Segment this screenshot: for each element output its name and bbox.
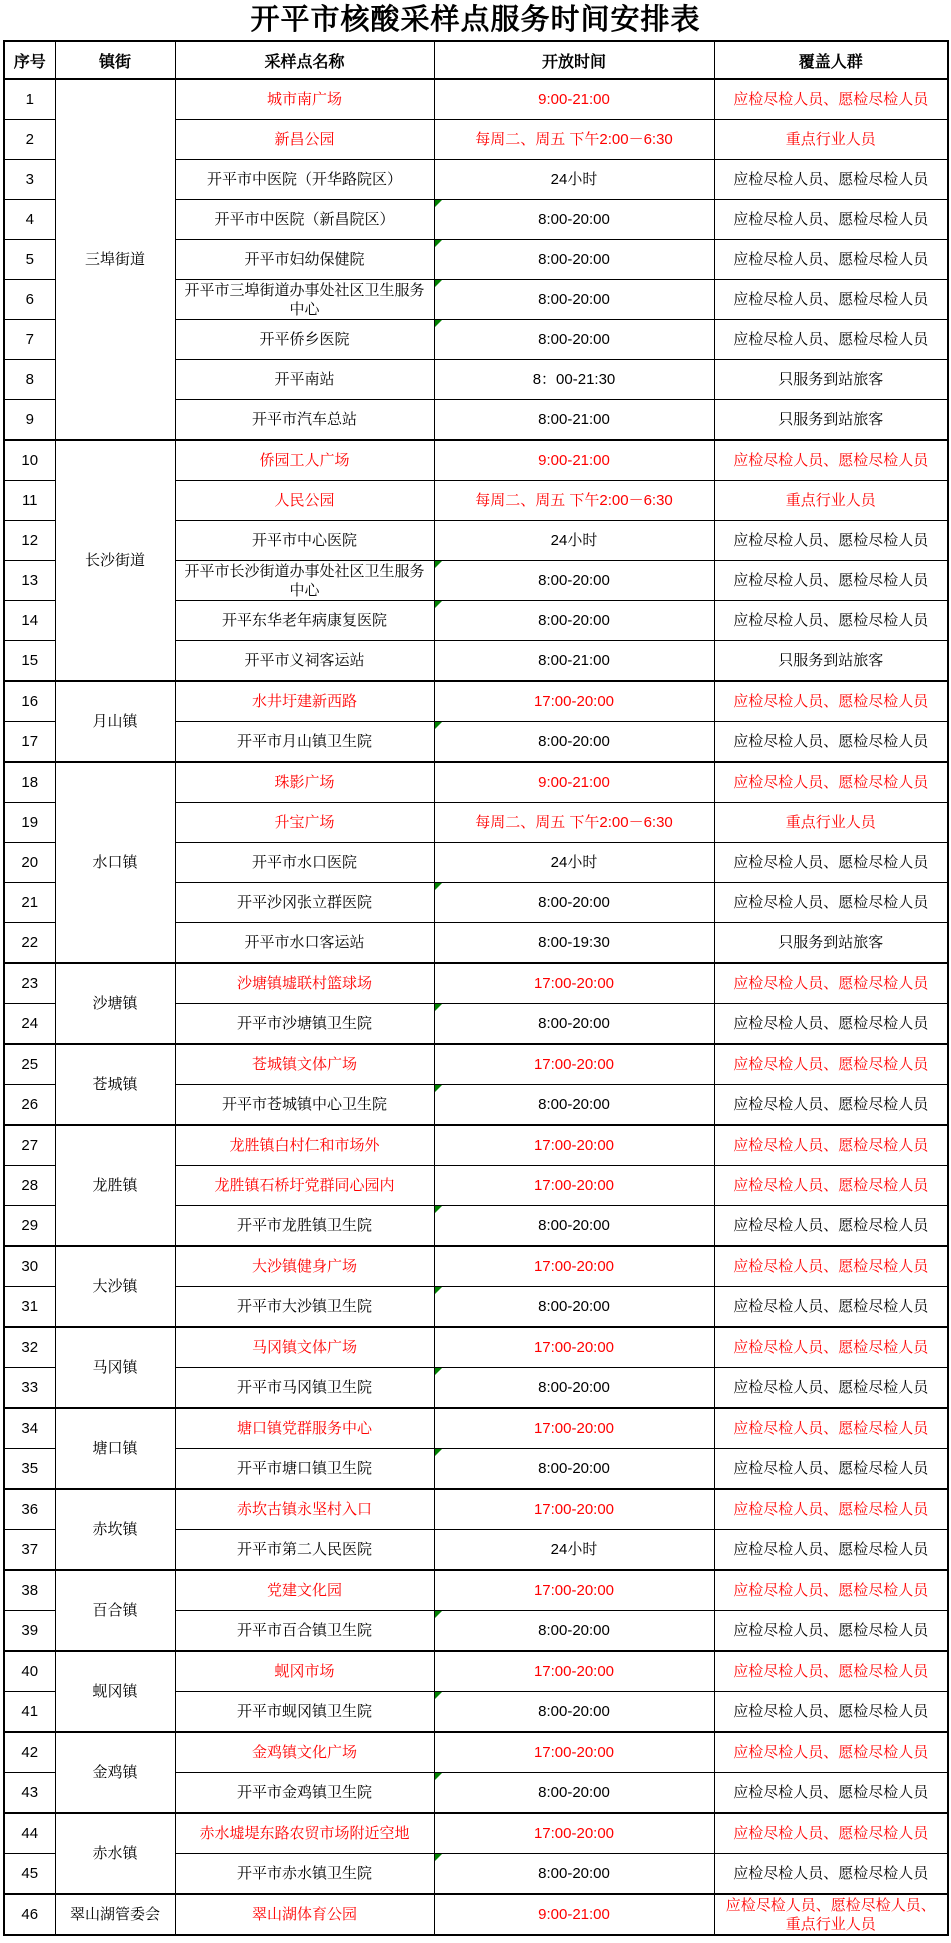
site-name-cell: 开平市月山镇卫生院	[175, 722, 434, 763]
people-cell: 应检尽检人员、愿检尽检人员	[714, 762, 948, 803]
town-cell: 苍城镇	[55, 1044, 175, 1125]
table-row	[4, 1570, 948, 1611]
row-number-cell: 33	[4, 1368, 55, 1409]
people-cell: 应检尽检人员、愿检尽检人员	[714, 320, 948, 360]
people-cell: 应检尽检人员、愿检尽检人员	[714, 601, 948, 641]
site-name-cell: 开平市义祠客运站	[175, 641, 434, 682]
row-number-cell: 32	[4, 1327, 55, 1368]
people-cell: 应检尽检人员、愿检尽检人员	[714, 963, 948, 1004]
table-row	[4, 681, 948, 722]
time-cell: 17:00-20:00	[434, 1044, 714, 1085]
site-name-cell: 升宝广场	[175, 803, 434, 843]
time-cell: 8:00-20:00	[434, 1287, 714, 1328]
people-cell: 应检尽检人员、愿检尽检人员	[714, 843, 948, 883]
time-cell: 17:00-20:00	[434, 1732, 714, 1773]
cell-corner-indicator-icon	[435, 320, 442, 327]
site-name-cell: 新昌公园	[175, 120, 434, 160]
site-name-cell: 金鸡镇文化广场	[175, 1732, 434, 1773]
time-cell: 8:00-20:00	[434, 1368, 714, 1409]
cell-corner-indicator-icon	[435, 1287, 442, 1294]
town-cell: 赤坎镇	[55, 1489, 175, 1570]
table-row	[4, 762, 948, 803]
page-title: 开平市核酸采样点服务时间安排表	[250, 4, 701, 36]
row-number-cell: 14	[4, 601, 55, 641]
town-cell: 月山镇	[55, 681, 175, 762]
people-cell: 应检尽检人员、愿检尽检人员	[714, 1611, 948, 1652]
people-cell: 应检尽检人员、愿检尽检人员	[714, 1287, 948, 1328]
people-cell: 应检尽检人员、愿检尽检人员	[714, 1570, 948, 1611]
time-cell: 24小时	[434, 160, 714, 200]
row-number-cell: 28	[4, 1166, 55, 1206]
town-cell: 塘口镇	[55, 1408, 175, 1489]
people-cell: 重点行业人员	[714, 120, 948, 160]
time-cell: 8:00-20:00	[434, 1773, 714, 1814]
time-cell: 17:00-20:00	[434, 1570, 714, 1611]
time-cell: 每周二、周五 下午2:00－6:30	[434, 803, 714, 843]
time-cell: 24小时	[434, 843, 714, 883]
site-name-cell: 苍城镇文体广场	[175, 1044, 434, 1085]
table-row	[4, 1125, 948, 1166]
site-name-cell: 水井圩建新西路	[175, 681, 434, 722]
people-cell: 应检尽检人员、愿检尽检人员	[714, 561, 948, 601]
cell-corner-indicator-icon	[435, 1611, 442, 1618]
row-number-cell: 42	[4, 1732, 55, 1773]
row-number-cell: 7	[4, 320, 55, 360]
time-cell: 17:00-20:00	[434, 681, 714, 722]
time-cell: 8:00-20:00	[434, 883, 714, 923]
time-cell: 9:00-21:00	[434, 1894, 714, 1935]
row-number-cell: 41	[4, 1692, 55, 1733]
row-number-cell: 10	[4, 440, 55, 481]
table-row	[4, 1732, 948, 1773]
site-name-cell: 大沙镇健身广场	[175, 1246, 434, 1287]
people-cell: 只服务到站旅客	[714, 641, 948, 682]
site-name-cell: 沙塘镇墟联村篮球场	[175, 963, 434, 1004]
row-number-cell: 1	[4, 79, 55, 120]
row-number-cell: 44	[4, 1813, 55, 1854]
header-cell-town: 镇街	[55, 41, 175, 79]
site-name-cell: 开平市金鸡镇卫生院	[175, 1773, 434, 1814]
site-name-cell: 开平市妇幼保健院	[175, 240, 434, 280]
people-cell: 应检尽检人员、愿检尽检人员	[714, 440, 948, 481]
cell-corner-indicator-icon	[435, 280, 442, 287]
header-cell-time: 开放时间	[434, 41, 714, 79]
header-cell-site: 采样点名称	[175, 41, 434, 79]
site-name-cell: 开平沙冈张立群医院	[175, 883, 434, 923]
cell-corner-indicator-icon	[435, 240, 442, 247]
site-name-cell: 开平市中医院（新昌院区）	[175, 200, 434, 240]
people-cell: 应检尽检人员、愿检尽检人员	[714, 1246, 948, 1287]
table-row	[4, 963, 948, 1004]
people-cell: 应检尽检人员、愿检尽检人员	[714, 1651, 948, 1692]
time-cell: 8:00-20:00	[434, 1611, 714, 1652]
people-cell: 应检尽检人员、愿检尽检人员	[714, 1327, 948, 1368]
time-cell: 9:00-21:00	[434, 440, 714, 481]
row-number-cell: 21	[4, 883, 55, 923]
people-cell: 应检尽检人员、愿检尽检人员	[714, 1368, 948, 1409]
town-cell: 翠山湖管委会	[55, 1894, 175, 1935]
cell-corner-indicator-icon	[435, 1449, 442, 1456]
row-number-cell: 27	[4, 1125, 55, 1166]
site-name-cell: 开平市第二人民医院	[175, 1530, 434, 1571]
site-name-cell: 开平市赤水镇卫生院	[175, 1854, 434, 1895]
cell-corner-indicator-icon	[435, 1004, 442, 1011]
row-number-cell: 15	[4, 641, 55, 682]
row-number-cell: 37	[4, 1530, 55, 1571]
row-number-cell: 13	[4, 561, 55, 601]
site-name-cell: 人民公园	[175, 481, 434, 521]
row-number-cell: 18	[4, 762, 55, 803]
time-cell: 8:00-20:00	[434, 1206, 714, 1247]
site-name-cell: 赤坎古镇永坚村入口	[175, 1489, 434, 1530]
table-row	[4, 1408, 948, 1449]
site-name-cell: 开平东华老年病康复医院	[175, 601, 434, 641]
table-row	[4, 1894, 948, 1935]
table-row	[4, 1246, 948, 1287]
site-name-cell: 党建文化园	[175, 1570, 434, 1611]
cell-corner-indicator-icon	[435, 722, 442, 729]
site-name-cell: 龙胜镇白村仁和市场外	[175, 1125, 434, 1166]
town-cell: 金鸡镇	[55, 1732, 175, 1813]
row-number-cell: 40	[4, 1651, 55, 1692]
time-cell: 8:00-20:00	[434, 722, 714, 763]
time-cell: 8:00-20:00	[434, 200, 714, 240]
row-number-cell: 31	[4, 1287, 55, 1328]
site-name-cell: 开平市塘口镇卫生院	[175, 1449, 434, 1490]
town-cell: 百合镇	[55, 1570, 175, 1651]
site-name-cell: 开平市蚬冈镇卫生院	[175, 1692, 434, 1733]
town-cell: 龙胜镇	[55, 1125, 175, 1246]
time-cell: 每周二、周五 下午2:00－6:30	[434, 120, 714, 160]
cell-corner-indicator-icon	[435, 1692, 442, 1699]
time-cell: 8:00-21:00	[434, 400, 714, 441]
cell-corner-indicator-icon	[435, 1773, 442, 1780]
time-cell: 17:00-20:00	[434, 1813, 714, 1854]
time-cell: 17:00-20:00	[434, 1489, 714, 1530]
cell-corner-indicator-icon	[435, 1206, 442, 1213]
time-cell: 17:00-20:00	[434, 1327, 714, 1368]
row-number-cell: 5	[4, 240, 55, 280]
site-name-cell: 侨园工人广场	[175, 440, 434, 481]
table-row	[4, 1327, 948, 1368]
row-number-cell: 3	[4, 160, 55, 200]
time-cell: 17:00-20:00	[434, 1246, 714, 1287]
row-number-cell: 30	[4, 1246, 55, 1287]
time-cell: 每周二、周五 下午2:00－6:30	[434, 481, 714, 521]
site-name-cell: 城市南广场	[175, 79, 434, 120]
cell-corner-indicator-icon	[435, 1854, 442, 1861]
row-number-cell: 2	[4, 120, 55, 160]
cell-corner-indicator-icon	[435, 883, 442, 890]
time-cell: 17:00-20:00	[434, 1125, 714, 1166]
cell-corner-indicator-icon	[435, 561, 442, 568]
row-number-cell: 25	[4, 1044, 55, 1085]
time-cell: 24小时	[434, 1530, 714, 1571]
time-cell: 17:00-20:00	[434, 963, 714, 1004]
people-cell: 应检尽检人员、愿检尽检人员	[714, 280, 948, 320]
people-cell: 应检尽检人员、愿检尽检人员	[714, 883, 948, 923]
people-cell: 重点行业人员	[714, 803, 948, 843]
row-number-cell: 46	[4, 1894, 55, 1935]
table-row	[4, 1489, 948, 1530]
time-cell: 8:00-20:00	[434, 1854, 714, 1895]
time-cell: 24小时	[434, 521, 714, 561]
people-cell: 应检尽检人员、愿检尽检人员	[714, 1085, 948, 1126]
site-name-cell: 开平侨乡医院	[175, 320, 434, 360]
people-cell: 应检尽检人员、愿检尽检人员	[714, 240, 948, 280]
town-cell: 马冈镇	[55, 1327, 175, 1408]
people-cell: 只服务到站旅客	[714, 400, 948, 441]
site-name-cell: 赤水墟堤东路农贸市场附近空地	[175, 1813, 434, 1854]
table-row	[4, 1813, 948, 1854]
table-row	[4, 1651, 948, 1692]
time-cell: 17:00-20:00	[434, 1651, 714, 1692]
row-number-cell: 24	[4, 1004, 55, 1045]
site-name-cell: 龙胜镇石桥圩党群同心园内	[175, 1166, 434, 1206]
people-cell: 应检尽检人员、愿检尽检人员	[714, 1004, 948, 1045]
site-name-cell: 开平南站	[175, 360, 434, 400]
people-cell: 应检尽检人员、愿检尽检人员	[714, 722, 948, 763]
people-cell: 应检尽检人员、愿检尽检人员	[714, 1206, 948, 1247]
people-cell: 应检尽检人员、愿检尽检人员	[714, 1166, 948, 1206]
time-cell: 8:00-20:00	[434, 1692, 714, 1733]
row-number-cell: 17	[4, 722, 55, 763]
site-name-cell: 开平市长沙街道办事处社区卫生服务中心	[175, 561, 434, 601]
cell-corner-indicator-icon	[435, 200, 442, 207]
site-name-cell: 翠山湖体育公园	[175, 1894, 434, 1935]
row-number-cell: 19	[4, 803, 55, 843]
people-cell: 应检尽检人员、愿检尽检人员	[714, 1408, 948, 1449]
row-number-cell: 22	[4, 923, 55, 964]
time-cell: 8:00-20:00	[434, 601, 714, 641]
row-number-cell: 26	[4, 1085, 55, 1126]
people-cell: 应检尽检人员、愿检尽检人员	[714, 1125, 948, 1166]
table-body	[4, 79, 948, 1935]
table-row	[4, 79, 948, 120]
people-cell: 只服务到站旅客	[714, 923, 948, 964]
row-number-cell: 8	[4, 360, 55, 400]
site-name-cell: 开平市三埠街道办事处社区卫生服务中心	[175, 280, 434, 320]
site-name-cell: 开平市沙塘镇卫生院	[175, 1004, 434, 1045]
time-cell: 9:00-21:00	[434, 79, 714, 120]
people-cell: 应检尽检人员、愿检尽检人员	[714, 1813, 948, 1854]
time-cell: 8:00-20:00	[434, 1085, 714, 1126]
row-number-cell: 34	[4, 1408, 55, 1449]
row-number-cell: 38	[4, 1570, 55, 1611]
cell-corner-indicator-icon	[435, 601, 442, 608]
people-cell: 应检尽检人员、愿检尽检人员、重点行业人员	[714, 1894, 948, 1935]
time-cell: 8:00-21:00	[434, 641, 714, 682]
town-cell: 蚬冈镇	[55, 1651, 175, 1732]
row-number-cell: 43	[4, 1773, 55, 1814]
site-name-cell: 开平市苍城镇中心卫生院	[175, 1085, 434, 1126]
time-cell: 8:00-20:00	[434, 240, 714, 280]
site-name-cell: 开平市水口医院	[175, 843, 434, 883]
row-number-cell: 6	[4, 280, 55, 320]
people-cell: 只服务到站旅客	[714, 360, 948, 400]
site-name-cell: 开平市龙胜镇卫生院	[175, 1206, 434, 1247]
site-name-cell: 开平市马冈镇卫生院	[175, 1368, 434, 1409]
row-number-cell: 36	[4, 1489, 55, 1530]
people-cell: 应检尽检人员、愿检尽检人员	[714, 521, 948, 561]
row-number-cell: 20	[4, 843, 55, 883]
row-number-cell: 11	[4, 481, 55, 521]
people-cell: 应检尽检人员、愿检尽检人员	[714, 1044, 948, 1085]
row-number-cell: 16	[4, 681, 55, 722]
time-cell: 8:00-20:00	[434, 1449, 714, 1490]
row-number-cell: 12	[4, 521, 55, 561]
people-cell: 应检尽检人员、愿检尽检人员	[714, 1489, 948, 1530]
time-cell: 9:00-21:00	[434, 762, 714, 803]
site-name-cell: 开平市百合镇卫生院	[175, 1611, 434, 1652]
header-cell-people: 覆盖人群	[714, 41, 948, 79]
row-number-cell: 35	[4, 1449, 55, 1490]
row-number-cell: 39	[4, 1611, 55, 1652]
people-cell: 应检尽检人员、愿检尽检人员	[714, 79, 948, 120]
time-cell: 8:00-20:00	[434, 320, 714, 360]
site-name-cell: 塘口镇党群服务中心	[175, 1408, 434, 1449]
people-cell: 应检尽检人员、愿检尽检人员	[714, 1530, 948, 1571]
people-cell: 应检尽检人员、愿检尽检人员	[714, 200, 948, 240]
header-row	[4, 41, 948, 79]
time-cell: 8：00-21:30	[434, 360, 714, 400]
time-cell: 8:00-20:00	[434, 280, 714, 320]
people-cell: 应检尽检人员、愿检尽检人员	[714, 1773, 948, 1814]
time-cell: 8:00-19:30	[434, 923, 714, 964]
time-cell: 17:00-20:00	[434, 1408, 714, 1449]
cell-corner-indicator-icon	[435, 1085, 442, 1092]
people-cell: 应检尽检人员、愿检尽检人员	[714, 1692, 948, 1733]
site-name-cell: 开平市水口客运站	[175, 923, 434, 964]
people-cell: 应检尽检人员、愿检尽检人员	[714, 1854, 948, 1895]
cell-corner-indicator-icon	[435, 1368, 442, 1375]
people-cell: 重点行业人员	[714, 481, 948, 521]
row-number-cell: 45	[4, 1854, 55, 1895]
row-number-cell: 29	[4, 1206, 55, 1247]
people-cell: 应检尽检人员、愿检尽检人员	[714, 160, 948, 200]
row-number-cell: 9	[4, 400, 55, 441]
people-cell: 应检尽检人员、愿检尽检人员	[714, 1449, 948, 1490]
site-name-cell: 开平市大沙镇卫生院	[175, 1287, 434, 1328]
site-name-cell: 开平市中医院（开华路院区）	[175, 160, 434, 200]
town-cell: 赤水镇	[55, 1813, 175, 1894]
time-cell: 8:00-20:00	[434, 1004, 714, 1045]
row-number-cell: 23	[4, 963, 55, 1004]
site-name-cell: 珠影广场	[175, 762, 434, 803]
table-row	[4, 440, 948, 481]
site-name-cell: 马冈镇文体广场	[175, 1327, 434, 1368]
town-cell: 三埠街道	[55, 79, 175, 440]
town-cell: 沙塘镇	[55, 963, 175, 1044]
people-cell: 应检尽检人员、愿检尽检人员	[714, 1732, 948, 1773]
site-name-cell: 开平市汽车总站	[175, 400, 434, 441]
town-cell: 大沙镇	[55, 1246, 175, 1327]
header-cell-no: 序号	[4, 41, 55, 79]
site-name-cell: 蚬冈市场	[175, 1651, 434, 1692]
town-cell: 长沙街道	[55, 440, 175, 681]
people-cell: 应检尽检人员、愿检尽检人员	[714, 681, 948, 722]
site-name-cell: 开平市中心医院	[175, 521, 434, 561]
sampling-schedule-table	[3, 40, 949, 1936]
time-cell: 8:00-20:00	[434, 561, 714, 601]
time-cell: 17:00-20:00	[434, 1166, 714, 1206]
row-number-cell: 4	[4, 200, 55, 240]
town-cell: 水口镇	[55, 762, 175, 963]
table-row	[4, 1044, 948, 1085]
